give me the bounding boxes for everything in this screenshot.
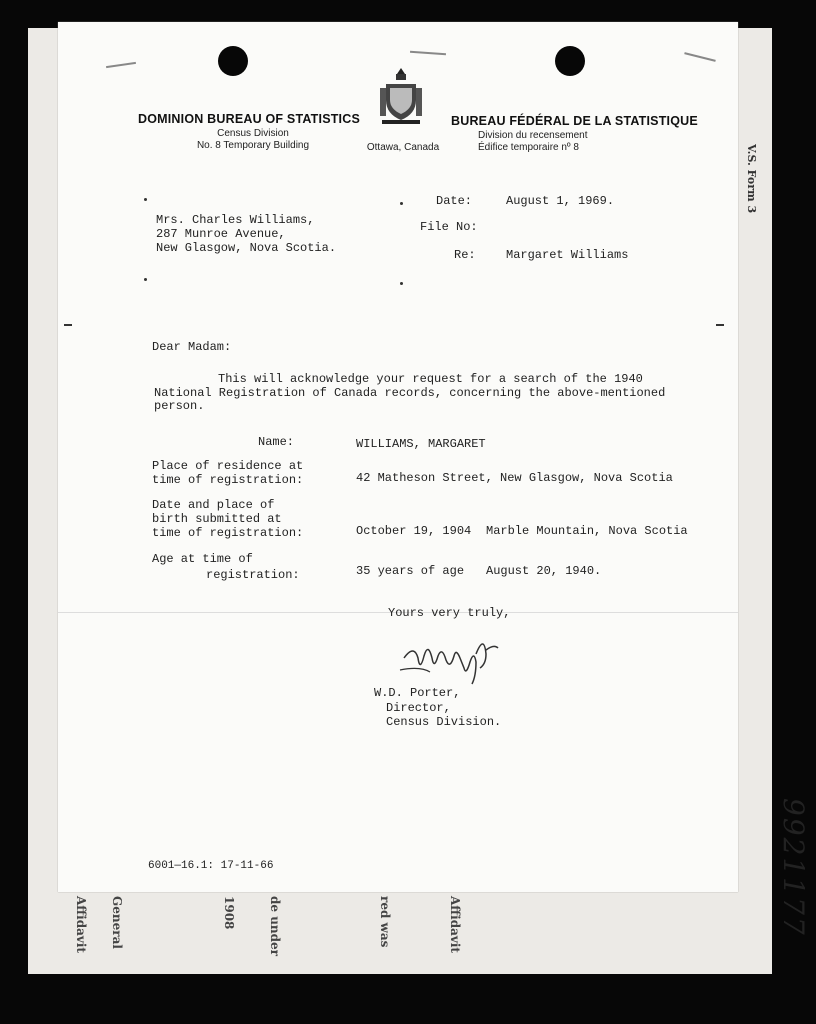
- birth-place: Marble Mountain, Nova Scotia: [486, 524, 688, 538]
- form-label: V.S. Form 3: [745, 144, 758, 214]
- bureau-title-fr: BUREAU FÉDÉRAL DE LA STATISTIQUE: [451, 114, 698, 128]
- punch-hole: [555, 46, 585, 76]
- birth-label-2: birth submitted at: [152, 512, 282, 526]
- date-label: Date:: [436, 194, 473, 208]
- form-code: 6001—16.1: 17-11-66: [148, 860, 274, 872]
- re-label: Re:: [454, 248, 476, 262]
- signer-name: W.D. Porter,: [374, 686, 461, 700]
- recipient-city: New Glasgow, Nova Scotia.: [156, 241, 337, 255]
- punch-hole: [218, 46, 248, 76]
- residence-value: 42 Matheson Street, New Glasgow, Nova Scotia: [356, 471, 673, 485]
- letter-sheet: [58, 22, 738, 892]
- name-label: Name:: [258, 435, 295, 449]
- recipient-name: Mrs. Charles Williams,: [156, 213, 315, 227]
- registration-date: August 20, 1940.: [486, 564, 602, 578]
- birth-label-1: Date and place of: [152, 498, 275, 512]
- date-value: August 1, 1969.: [506, 194, 615, 208]
- staple: [410, 51, 446, 56]
- birth-date: October 19, 1904: [356, 524, 472, 538]
- division-en: Census Division: [217, 128, 289, 139]
- staple: [684, 52, 716, 62]
- bureau-title-en: DOMINION BUREAU OF STATISTICS: [138, 112, 360, 126]
- name-value: WILLIAMS, MARGARET: [356, 437, 486, 451]
- city: Ottawa, Canada: [366, 142, 440, 153]
- body-line-3: person.: [154, 399, 205, 413]
- body-line-2: National Registration of Canada records, concerning the above-mentioned: [154, 386, 666, 400]
- back-sheet-strip: Affidavit General 1908 de under red was Affidavit: [74, 896, 462, 956]
- age-value: 35 years of age: [356, 564, 465, 578]
- age-label-1: Age at time of: [152, 552, 253, 566]
- building-en: No. 8 Temporary Building: [196, 140, 310, 151]
- birth-label-3: time of registration:: [152, 526, 304, 540]
- building-fr: Édifice temporaire nº 8: [478, 142, 579, 153]
- valediction: Yours very truly,: [388, 606, 511, 620]
- file-label: File No:: [420, 220, 478, 234]
- staple: [106, 62, 136, 68]
- salutation: Dear Madam:: [152, 340, 232, 354]
- residence-label-1: Place of residence at: [152, 459, 304, 473]
- recipient-street: 287 Munroe Avenue,: [156, 227, 286, 241]
- canada-coat-of-arms-icon: [378, 66, 424, 128]
- re-value: Margaret Williams: [506, 248, 629, 262]
- handwritten-number: 9921177: [777, 798, 810, 937]
- signer-title: Director,: [386, 701, 451, 715]
- residence-label-2: time of registration:: [152, 473, 304, 487]
- signer-division: Census Division.: [386, 715, 502, 729]
- signature-image: [398, 632, 518, 688]
- division-fr: Division du recensement: [478, 130, 588, 141]
- age-label-2: registration:: [206, 568, 300, 582]
- body-line-1: This will acknowledge your request for a search of the 1940: [218, 372, 643, 386]
